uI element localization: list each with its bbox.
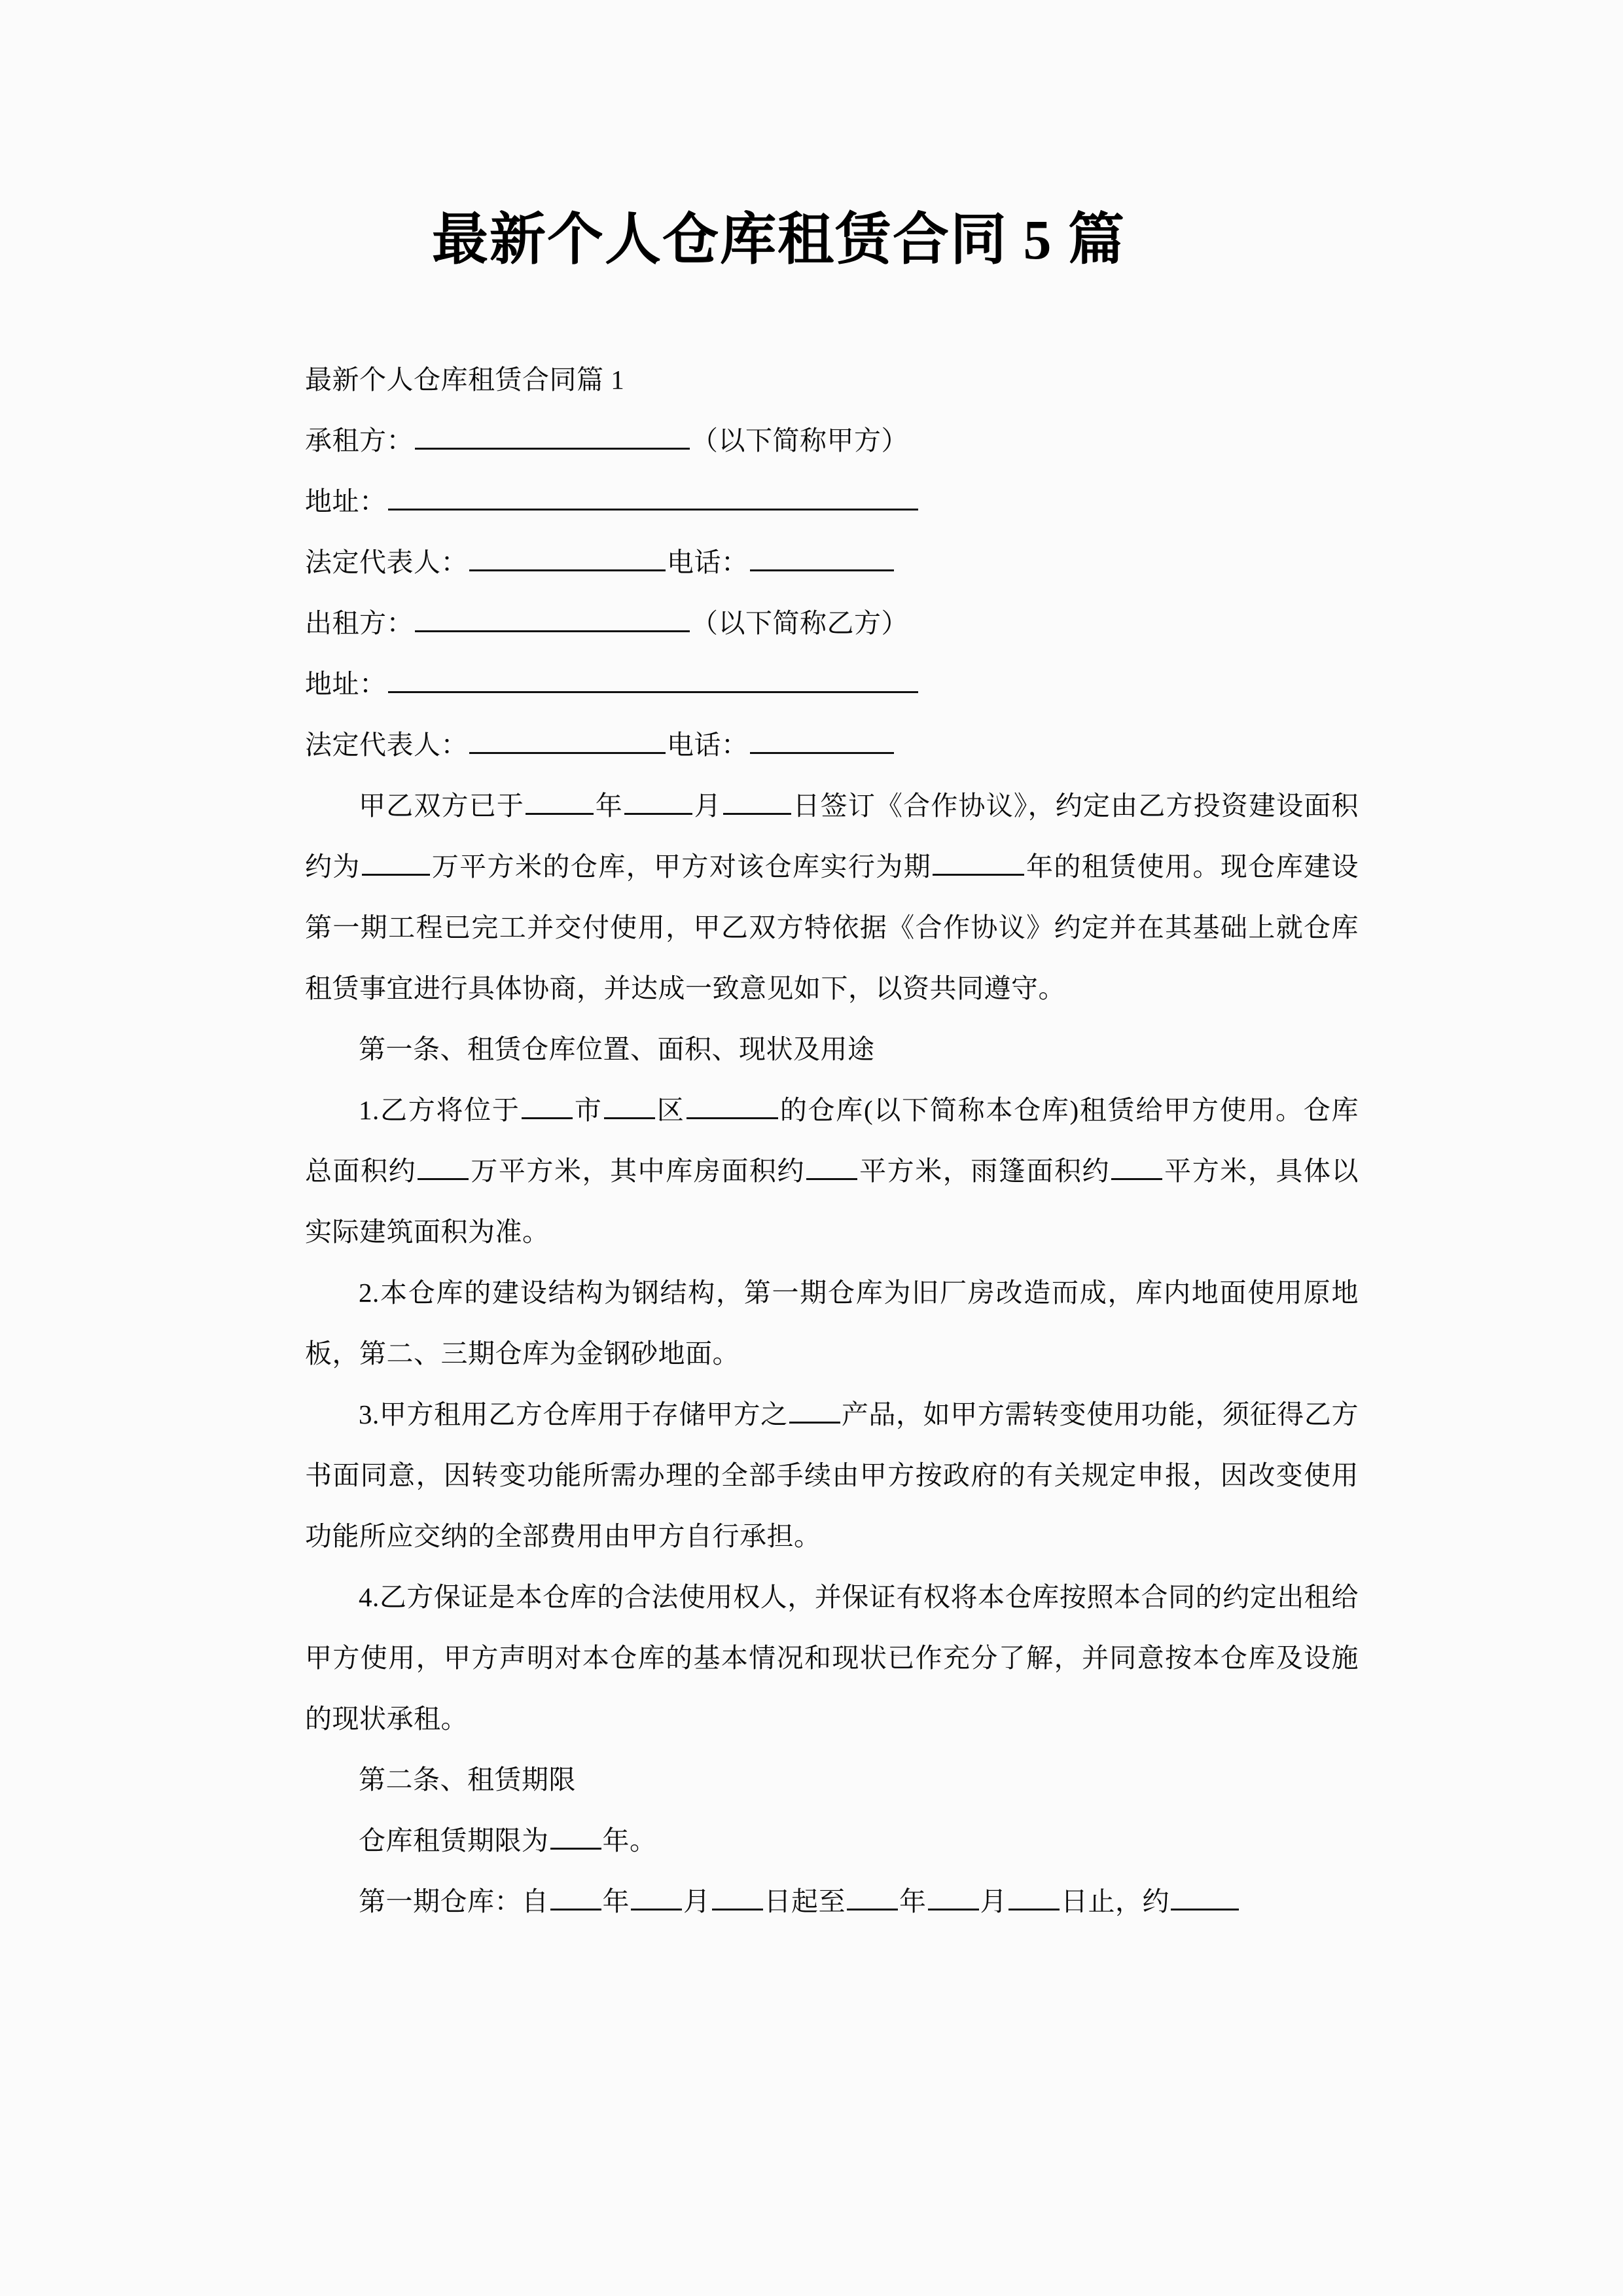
preamble-text-f: 年的租赁使用。现仓库建设第一期工程已完工并交付使用，甲乙双方特依据《合作协议》约定并在其基础上就仓库租赁事宜进行具体协商，并达成一致意见如下，以资共同遵守。	[305, 852, 1359, 1003]
article-2-heading	[305, 1749, 1359, 1810]
build-area-blank[interactable]	[362, 848, 430, 876]
article-1-heading-text: 第一条、租赁仓库位置、面积、现状及用途	[359, 1034, 875, 1064]
article-2-heading-text: 第二条、租赁期限	[359, 1765, 576, 1795]
canopy-area-blank[interactable]	[1111, 1153, 1162, 1180]
phone-input-blank-2[interactable]	[750, 726, 894, 754]
phase1-text-b: 年	[602, 1886, 630, 1916]
article-2-phase-1	[305, 1871, 1359, 1932]
phase1-start-year-blank[interactable]	[550, 1883, 601, 1910]
address-input-blank-2[interactable]	[388, 666, 918, 693]
preamble-text-b: 年	[595, 791, 623, 821]
phase1-text-d: 日起至	[764, 1886, 846, 1916]
city-blank[interactable]	[522, 1092, 573, 1119]
sign-day-blank[interactable]	[723, 787, 791, 815]
article-1-item-3	[305, 1384, 1359, 1567]
field-lessee	[305, 410, 1359, 471]
subtitle-text: 最新个人仓库租赁合同篇 1	[305, 365, 625, 395]
term-years-blank[interactable]	[550, 1822, 601, 1850]
lessee-input-blank[interactable]	[415, 422, 690, 450]
item1-text-d: 的仓库(以下简称本仓库)租赁给甲方使用。仓库总面积约	[305, 1095, 1359, 1186]
phase1-text-e: 年	[899, 1886, 927, 1916]
lessor-input-blank[interactable]	[415, 605, 690, 632]
item3-text-a: 3.甲方租用乙方仓库用于存储甲方之	[359, 1399, 788, 1429]
lease-years-blank[interactable]	[933, 848, 1024, 876]
phase1-end-day-blank[interactable]	[1008, 1883, 1060, 1910]
legal-rep-label-2: 法定代表人：	[305, 730, 468, 760]
product-type-blank[interactable]	[789, 1396, 840, 1424]
item2-text: 2.本仓库的建设结构为钢结构，第一期仓库为旧厂房改造而成，库内地面使用原地板，第二、三期仓库为金钢砂地面。	[305, 1278, 1359, 1369]
preamble-text-d: 日签订《合作协议》，约定由乙方投资建设面积约为	[305, 791, 1359, 882]
legal-rep-label-1: 法定代表人：	[305, 547, 468, 577]
phone-label-1: 电话：	[667, 547, 749, 577]
phase1-text-g: 日止，约	[1061, 1886, 1169, 1916]
lessee-label: 承租方：	[305, 425, 414, 456]
legal-rep-input-blank-2[interactable]	[469, 726, 666, 754]
preamble-paragraph	[305, 776, 1359, 1019]
phase1-text-c: 月	[683, 1886, 711, 1916]
phase1-text-a: 第一期仓库：自	[359, 1886, 549, 1916]
phone-label-2: 电话：	[667, 730, 749, 760]
term-text-a: 仓库租赁期限为	[359, 1825, 549, 1856]
lessor-label: 出租方：	[305, 608, 414, 638]
address-input-blank-1[interactable]	[388, 483, 918, 511]
field-address-1	[305, 471, 1359, 532]
item1-text-b: 市	[573, 1095, 603, 1125]
term-text-b: 年。	[602, 1825, 657, 1856]
item1-text-e: 万平方米，其中库房面积约	[470, 1156, 806, 1186]
article-1-item-4	[305, 1567, 1359, 1749]
document-subtitle	[305, 350, 1359, 410]
storehouse-area-blank[interactable]	[806, 1153, 857, 1180]
detail-location-blank[interactable]	[687, 1092, 778, 1119]
article-1-heading	[305, 1019, 1359, 1080]
phone-input-blank-1[interactable]	[750, 544, 894, 571]
phase1-text-f: 月	[980, 1886, 1007, 1916]
phase1-end-year-blank[interactable]	[847, 1883, 898, 1910]
item4-text: 4.乙方保证是本仓库的合法使用权人，并保证有权将本仓库按照本合同的约定出租给甲方使用，甲方声明对本仓库的基本情况和现状已作充分了解，并同意按本仓库及设施的现状承租。	[305, 1582, 1359, 1734]
item1-text-a: 1.乙方将位于	[359, 1095, 520, 1125]
article-2-term	[305, 1810, 1359, 1871]
article-1-item-1	[305, 1080, 1359, 1263]
address-label-2: 地址：	[305, 669, 387, 699]
legal-rep-input-blank-1[interactable]	[469, 544, 666, 571]
address-label-1: 地址：	[305, 486, 387, 516]
field-lessor	[305, 593, 1359, 654]
item1-text-g: 平方米，具体以实际建筑面积为准。	[305, 1156, 1359, 1247]
preamble-text-a: 甲乙双方已于	[359, 791, 525, 821]
sign-month-blank[interactable]	[624, 787, 692, 815]
preamble-text-c: 月	[693, 791, 722, 821]
page-title: 最新个人仓库租赁合同 5 篇	[432, 208, 1126, 271]
lessor-note: （以下简称乙方）	[691, 608, 908, 638]
document-body	[305, 350, 1359, 1932]
item3-text-b: 产品，如甲方需转变使用功能，须征得乙方书面同意，因转变功能所需办理的全部手续由甲方按政府的有关规定申报，因改变使用功能所应交纳的全部费用由甲方自行承担。	[305, 1399, 1359, 1551]
phase1-duration-blank[interactable]	[1171, 1883, 1239, 1910]
sign-year-blank[interactable]	[526, 787, 594, 815]
phase1-start-day-blank[interactable]	[712, 1883, 763, 1910]
phase1-end-month-blank[interactable]	[928, 1883, 979, 1910]
district-blank[interactable]	[604, 1092, 655, 1119]
total-area-blank[interactable]	[418, 1153, 469, 1180]
item1-text-c: 区	[656, 1095, 685, 1125]
field-legal-rep-2	[305, 715, 1359, 776]
preamble-text-e: 万平方米的仓库，甲方对该仓库实行为期	[431, 852, 932, 882]
item1-text-f: 平方米，雨篷面积约	[859, 1156, 1111, 1186]
field-legal-rep-1	[305, 532, 1359, 593]
field-address-2	[305, 654, 1359, 715]
article-1-item-2	[305, 1263, 1359, 1384]
phase1-start-month-blank[interactable]	[631, 1883, 682, 1910]
lessee-note: （以下简称甲方）	[691, 425, 908, 456]
